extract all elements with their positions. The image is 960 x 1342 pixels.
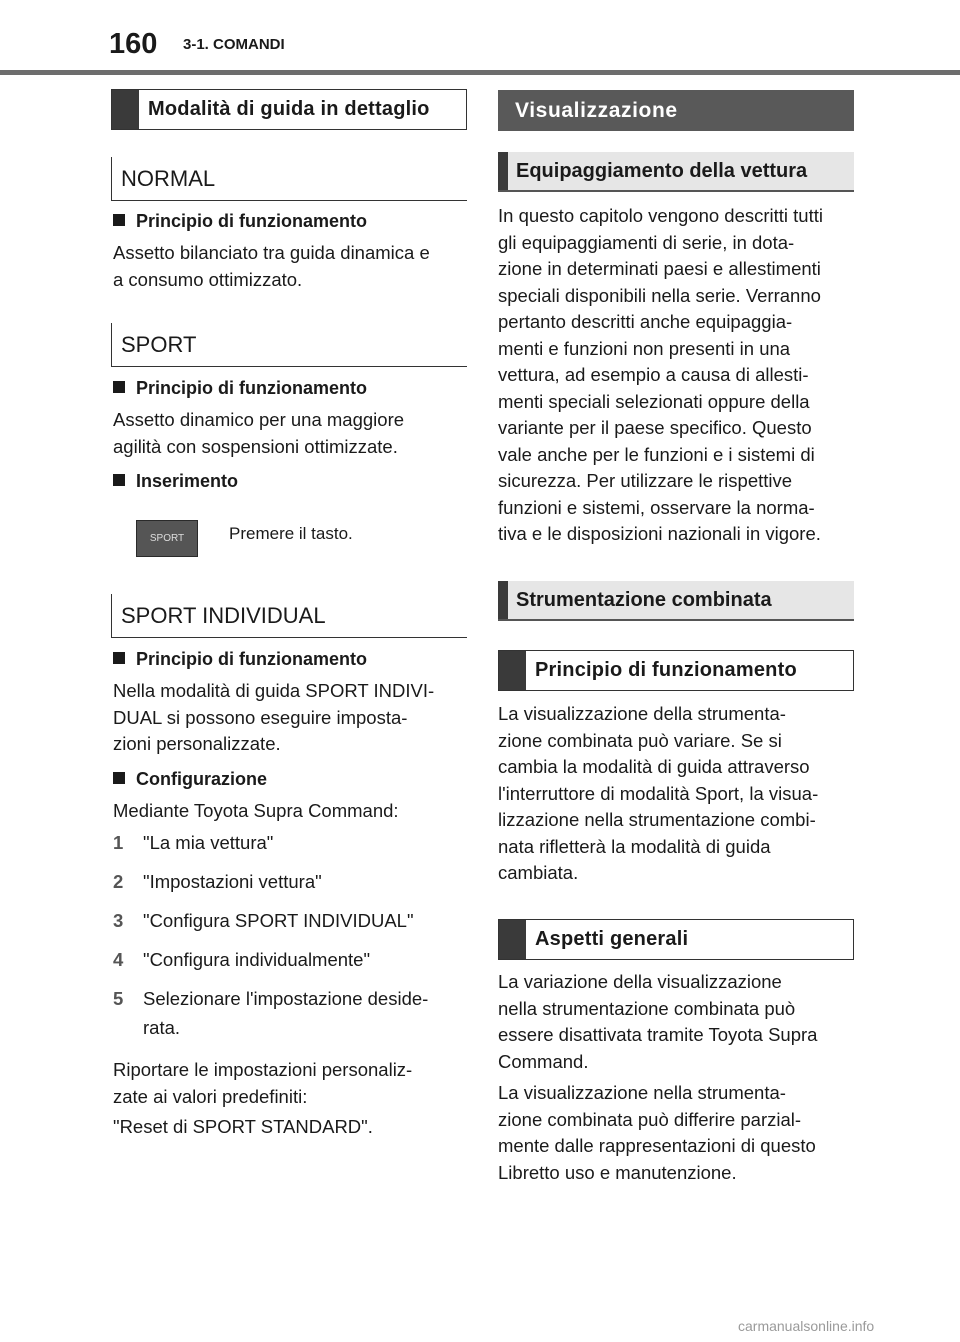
normal-title-text: NORMAL <box>121 165 216 191</box>
individual-principle-head: Principio di funzionamento <box>113 649 367 670</box>
config-step: 3 "Configura SPORT INDIVIDUAL" <box>113 910 414 931</box>
bullet-square-icon <box>113 214 125 226</box>
config-step: 4 "Configura individualmente" <box>113 949 371 970</box>
individual-title <box>111 594 467 638</box>
cluster-principle-text: La visualizzazione della strumenta- zione combinata può variare. Se si cambia la modalità di guida attraverso l'interruttore di modalità Sport, la visua- lizzazione nella strumentazione combi- nata rifletterà la modalità di guida cambiata. <box>498 703 819 883</box>
sport-principle-text: Assetto dinamico per una maggiore agilità con sospensioni ottimizzate. <box>113 409 405 457</box>
sport-insert-head: Inserimento <box>113 471 238 492</box>
normal-principle-text: Assetto bilanciato tra guida dinamica e a consumo ottimizzato. <box>113 242 430 290</box>
driving-modes-title <box>111 89 467 130</box>
normal-principle-head: Principio di funzionamento <box>113 211 367 232</box>
config-intro: Mediante Toyota Supra Command: <box>113 800 399 821</box>
bullet-square-icon <box>113 474 125 486</box>
normal-title <box>111 157 467 201</box>
cluster-general-text-2: La visualizzazione nella strumenta- zione combinata può differire parzial- mente dalle rappresentazioni di questo Libretto uso e manutenzione. <box>498 1082 816 1183</box>
config-step: 2 "Impostazioni vettura" <box>113 871 322 892</box>
equipment-title: Equipaggiamento della vettura <box>498 152 854 192</box>
cluster-general-title: Aspetti generali <box>498 919 854 960</box>
individual-config-head: Configurazione <box>113 769 267 790</box>
equipment-text: In questo capitolo vengono descritti tutti gli equipaggiamenti di serie, in dota- zione in determinati paesi e allestimenti speciali disponibili nella serie. Verranno pertanto descritti anche equipaggia- menti e funzioni non presenti in una vettura, ad esempio a causa di allesti- menti speciali selezionati oppure della variante per il paese specifico. Questo vale anche per le funzioni e i sistemi di sicurezza. Per utilizzare le rispettive funzioni e sistemi, osservare la norma- tiva e le disposizioni nazionali in vigore. <box>498 205 823 544</box>
bullet-square-icon <box>113 652 125 664</box>
sport-principle-head: Principio di funzionamento <box>113 378 367 399</box>
title-bar <box>112 90 139 129</box>
config-step: 5 Selezionare l'impostazione deside- <box>113 988 429 1009</box>
display-title: Visualizzazione <box>498 90 854 131</box>
reset-text: Riportare le impostazioni personaliz- zate ai valori predefiniti: "Reset di SPORT STANDARD". <box>113 1059 413 1137</box>
watermark: carmanualsonline.info <box>738 1318 875 1334</box>
bullet-square-icon <box>113 381 125 393</box>
cluster-title: Strumentazione combinata <box>498 581 854 621</box>
bullet-square-icon <box>113 772 125 784</box>
cluster-general-text-1: La variazione della visualizzazione nella strumentazione combinata può essere disattivata tramite Toyota Supra Command. <box>498 971 818 1072</box>
title-bar <box>498 581 508 619</box>
sport-title-text: SPORT <box>121 331 197 357</box>
config-step-continued: rata. <box>143 1017 181 1038</box>
individual-principle-text: Nella modalità di guida SPORT INDIVI- DUAL si possono eseguire imposta- zioni personalizzate. <box>113 680 435 754</box>
section-label: 3-1. COMANDI <box>183 36 285 53</box>
title-bar <box>499 651 526 690</box>
config-step: 1 "La mia vettura" <box>113 832 274 853</box>
title-bar <box>499 920 526 959</box>
individual-title-text: SPORT INDIVIDUAL <box>121 602 326 628</box>
page-number: 160 <box>109 28 158 60</box>
sport-title <box>111 323 467 367</box>
cluster-principle-title: Principio di funzionamento <box>498 650 854 691</box>
title-bar <box>498 152 508 190</box>
header-rule <box>0 70 960 75</box>
driving-modes-title-text: Modalità di guida in dettaglio <box>148 98 430 120</box>
sport-button-note: Premere il tasto. <box>229 524 353 543</box>
sport-button-icon: SPORT <box>136 520 198 557</box>
